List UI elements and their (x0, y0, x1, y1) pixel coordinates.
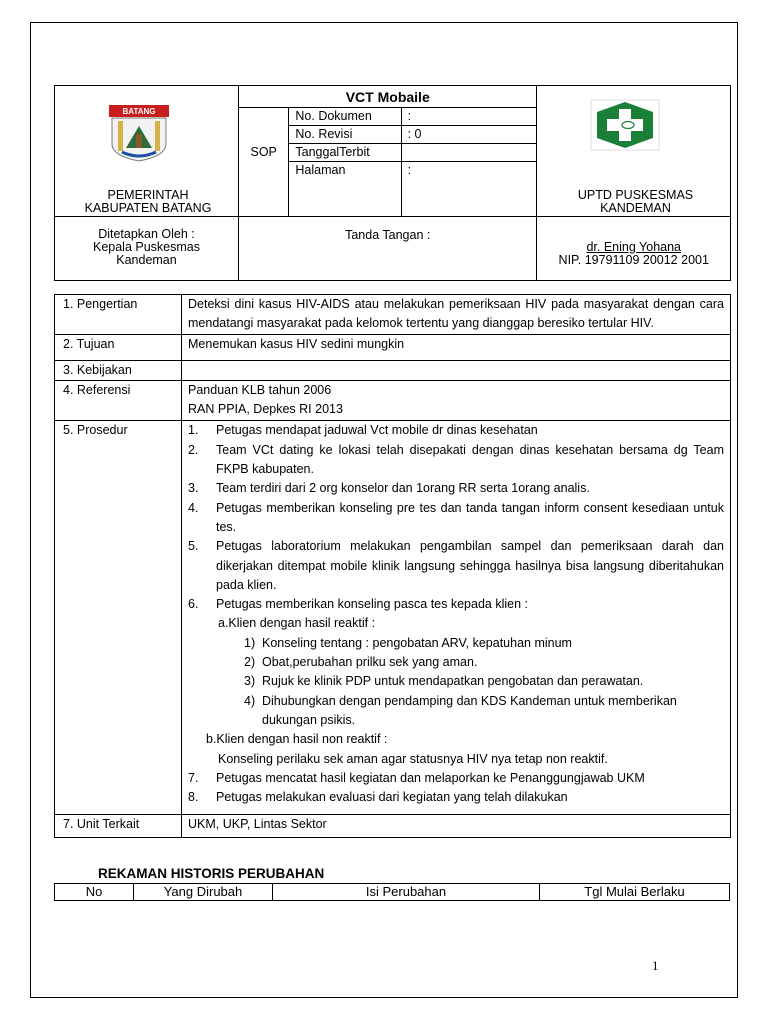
right-org-cell (537, 86, 731, 217)
left-org-line2: KABUPATEN BATANG (84, 201, 212, 215)
history-col-header: No (55, 884, 134, 901)
procedure-step: 7. Petugas mencatat hasil kegiatan dan melaporkan ke Penanggungjawab UKM (188, 770, 645, 785)
set-by-cell (55, 217, 239, 281)
row-referensi (55, 380, 731, 421)
left-org-line1: PEMERINTAH (107, 188, 189, 202)
text-unit-terkait: UKM, UKP, Lintas Sektor (182, 815, 731, 838)
procedure-step: 4. Petugas memberikan konseling pre tes dan tanda tangan inform consent kesediaan untuk tes. (188, 500, 724, 534)
set-by-line2: Kepala Puskesmas (92, 240, 200, 254)
referensi-line2: RAN PPIA, Depkes RI 2013 (188, 402, 343, 417)
procedure-step: 5. Petugas laboratorium melakukan pengambilan sampel dan pemeriksaan darah dan dikerjakan ditempat mobile klinik langsung sehingga hasilnya bisa langsung diberitahukan pada klien. (188, 539, 724, 592)
batang-logo-icon (108, 104, 170, 162)
signature-cell (238, 217, 537, 281)
doc-field-labels (289, 108, 401, 217)
text-kebijakan (182, 360, 731, 380)
signer-nip: NIP. 19791109 20012 2001 (558, 253, 709, 267)
nonreaktif-text: Konseling perilaku sek aman agar statusnya HIV nya tetap non reaktif. (218, 751, 608, 766)
history-col-header: Isi Perubahan (273, 884, 540, 901)
signature-label: Tanda Tangan : (345, 228, 431, 242)
label-prosedur: 5. Prosedur (55, 421, 182, 815)
referensi-line1: Panduan KLB tahun 2006 (188, 382, 332, 397)
procedure-step: 6. Petugas memberikan konseling pasca tes kepada klien : (188, 597, 528, 612)
row-prosedur (55, 421, 731, 815)
label-unit-terkait: 7. Unit Terkait (55, 815, 182, 838)
sop-header-table (54, 85, 731, 281)
doc-field-values (401, 108, 537, 217)
right-org-line2: KANDEMAN (600, 201, 671, 215)
doc-field-value: : (402, 108, 537, 126)
page-number: 1 (652, 958, 659, 973)
doc-field-value (402, 144, 537, 162)
history-col-header: Yang Dirubah (134, 884, 273, 901)
doc-field-label: No. Revisi (289, 126, 400, 144)
set-by-line1: Ditetapkan Oleh : (98, 227, 195, 241)
logo-text: BATANG (122, 107, 156, 116)
prosedur-cell (182, 421, 731, 815)
procedure-step: 8. Petugas melakukan evaluasi dari kegiatan yang telah dilakukan (188, 790, 568, 805)
signer-name: dr. Ening Yohana (586, 240, 682, 254)
sop-content-table (54, 294, 731, 838)
reaktif-item: 4) Dihubungkan dengan pendamping dan KDS Kandeman untuk memberikan dukungan psikis. (244, 693, 677, 727)
reaktif-item: 1) Konseling tentang : pengobatan ARV, kepatuhan minum (244, 635, 572, 650)
history-table (54, 883, 730, 901)
doc-field-value: : 0 (402, 126, 537, 144)
history-title: REKAMAN HISTORIS PERUBAHAN (98, 866, 325, 881)
doc-field-label: Halaman (295, 163, 346, 177)
label-kebijakan: 3. Kebijakan (55, 360, 182, 380)
history-col-header: Tgl Mulai Berlaku (540, 884, 730, 901)
referensi-cell (182, 380, 731, 421)
right-org-line1: UPTD PUSKESMAS (577, 188, 694, 202)
text-pengertian: Deteksi dini kasus HIV-AIDS atau melakukan pemeriksaan HIV pada masyarakat dengan cara mendatangi masyarakat pada kelomok tertentu yang dianggap beresiko tertular HIV. (182, 295, 731, 335)
sop-label: SOP (238, 108, 288, 217)
history-header-row (55, 884, 730, 901)
document-title: VCT Mobaile (238, 86, 537, 108)
row-unit-terkait (55, 815, 731, 838)
reaktif-item: 2) Obat,perubahan prilku sek yang aman. (244, 655, 478, 670)
nonreaktif-heading: b.Klien dengan hasil non reaktif : (206, 732, 388, 747)
reaktif-item: 3) Rujuk ke klinik PDP untuk mendapatkan pengobatan dan perawatan. (244, 674, 644, 689)
text-tujuan: Menemukan kasus HIV sedini mungkin (182, 334, 731, 360)
row-kebijakan (55, 360, 731, 380)
label-pengertian: 1. Pengertian (55, 295, 182, 335)
signer-cell (537, 217, 731, 281)
doc-field-label: No. Dokumen (289, 108, 400, 126)
doc-field-label: TanggalTerbit (289, 144, 400, 162)
label-tujuan: 2. Tujuan (55, 334, 182, 360)
procedure-step: 1. Petugas mendapat jaduwal Vct mobile dr dinas kesehatan (188, 423, 538, 438)
procedure-step: 2. Team VCt dating ke lokasi telah disepakati dengan dinas kesehatan bersama dg Team FKPB kabupaten. (188, 442, 724, 477)
procedure-step: 3. Team terdiri dari 2 org konselor dan 1orang RR serta 1orang analis. (188, 481, 590, 496)
left-org-cell (55, 86, 239, 217)
label-referensi: 4. Referensi (55, 380, 182, 421)
doc-field-value: : (407, 163, 412, 177)
set-by-line3: Kandeman (116, 253, 177, 267)
row-pengertian (55, 295, 731, 335)
reaktif-heading: a.Klien dengan hasil reaktif : (218, 616, 376, 631)
puskesmas-cross-icon (587, 96, 663, 154)
row-tujuan (55, 334, 731, 360)
